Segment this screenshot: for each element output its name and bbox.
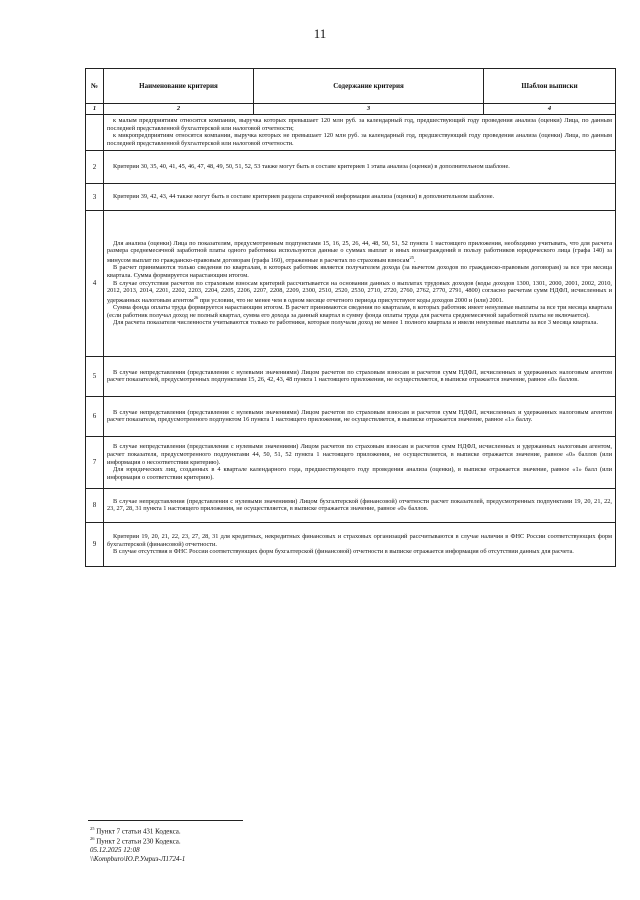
row-paragraph: Сумма фонда оплаты труда формируется нарастающим итогом. В расчет принимаются сведения по кварталам, в которых работник имеет ненулевые выплаты за все три месяца квартала (если работник получал доход не полный квартал, сумма его дохода за данный квартал в сумму фонда оплаты труда для расчета среднемесячной заработной платы не включается).: [107, 304, 612, 319]
row-paragraph: к микропредприятиям относятся компании, выручка которых не превышает 120 млн руб. за календарный год, предшествующий году проведения анализа (оценки) Лица, по данным последней представленной бухгалтерской или налоговой отчетности.: [107, 132, 612, 147]
footnote-divider: [88, 820, 243, 821]
header-criterion-content: Содержание критерия: [254, 69, 484, 104]
row-content: [104, 488, 616, 522]
row-paragraph: Для расчета показателя численности учитываются только те работники, которые получали доход не менее 1 полного квартала и имели ненулевые выплаты за все 3 месяца квартала.: [113, 319, 598, 327]
table-row: [86, 356, 616, 396]
row-number: 3: [86, 183, 104, 210]
row-paragraph: к малым предприятиям относятся компании, выручка которых превышает 120 млн руб. за календарный год, предшествующий году проведения анализа (оценки) Лица, по данным последней представленной бухгалтерской или налоговой отчетности;: [107, 117, 612, 132]
table-row: [86, 114, 616, 150]
footnote: [90, 836, 185, 846]
row-content: [104, 522, 616, 566]
footnote-ref: 26: [193, 294, 199, 300]
index-cell: 4: [484, 104, 616, 115]
print-datetime: 05.12.2025 12:08: [90, 846, 140, 855]
row-content: [104, 436, 616, 488]
row-paragraph: [107, 280, 612, 305]
page-number: 11: [313, 26, 327, 41]
footnote-ref: 25: [409, 254, 414, 260]
row-paragraph: В случае отсутствия в ФНС России соответствующих форм бухгалтерской (финансовой) отчетности в выписке отражается информация об отсутствии данных для расчета.: [113, 548, 574, 556]
row-paragraph: В случае непредставления (представления с нулевыми значениями) Лицом расчетов по страховым взносам и расчетов сумм НДФЛ, исчисленных и удержанных налоговым агентом расчет показателей, предусмотренных подпунктами 15, 26, 42, 43, 48 пункта 1 настоящего приложения, не осуществляется, в выписке отражается значение, равное «0» баллов.: [107, 368, 612, 384]
table-row: [86, 522, 616, 566]
table-index-row: [86, 104, 616, 115]
table-row: [86, 150, 616, 183]
header-number: №: [86, 69, 104, 104]
header-extract-template: Шаблон выписки: [484, 69, 616, 104]
row-paragraph: Критерии 19, 20, 21, 22, 23, 27, 28, 31 для кредитных, некредитных финансовых и страховых организаций рассчитываются в случае наличия в ФНС России соответствующих форм бухгалтерской (финансовой) отчетности.: [107, 532, 612, 548]
row-content: [104, 150, 616, 183]
table-header-row: [86, 69, 616, 104]
print-file-path: \\Kompburo\Ю.Р.Умриз-Л1724-1: [90, 854, 186, 863]
row-paragraph: Критерии 39, 42, 43, 44 также могут быть в составе критериев раздела справочной информации анализа (оценки) в дополнительном шаблоне.: [113, 193, 495, 201]
row-paragraph: Критерии 30, 35, 40, 41, 45, 46, 47, 48, 49, 50, 51, 52, 53 также могут быть в составе критериев 1 этапа анализа (оценки) в дополнительном шаблоне.: [113, 163, 510, 171]
row-paragraph: В расчет принимаются только сведения по кварталам, в которых работник является получателем дохода (за вычетом доходов по гражданско-правовым договорам) за все три месяца квартала. Сумма формируется нарастающим итогом.: [107, 264, 612, 279]
table-row: [86, 436, 616, 488]
footnote-mark: 26: [90, 836, 95, 842]
row-content: [104, 183, 616, 210]
row-paragraph: В случае непредставления (представления с нулевыми значениями) Лицом расчетов по страховым взносам и расчетов сумм НДФЛ, исчисленных и удержанных налоговым агентом расчет показателя, предусмотренного подпунктом 16 пункта 1 настоящего приложения, не осуществляется, в выписке отражается значение, равное «1» баллу.: [107, 408, 612, 424]
footnote-mark: 25: [90, 826, 95, 831]
row-content: [104, 396, 616, 436]
row-content: [104, 210, 616, 356]
table-row: [86, 183, 616, 210]
row-number: 9: [86, 522, 104, 566]
row-number: 2: [86, 150, 104, 183]
row-paragraph: В случае непредставления (представления с нулевыми значениями) Лицом бухгалтерской (финансовой) отчетности расчет показателей, предусмотренных подпунктами 19, 20, 21, 22, 23, 27, 28, 31 пункта 1 настоящего приложения, не осуществляется, в выписке отражается значение, равное «0» баллов.: [107, 497, 612, 513]
footnote-text: Пункт 7 статьи 431 Кодекса.: [96, 827, 181, 836]
row-paragraph-text: при условии, что не менее чем в одном месяце отчетного периода присутствуют коды доходов 2000 и (или) 2001.: [199, 296, 504, 304]
table-row: [86, 396, 616, 436]
row-number: 8: [86, 488, 104, 522]
index-cell: 3: [254, 104, 484, 115]
row-paragraph-text: В случае отсутствия расчетов по страховым взносам критерий рассчитывается на основании данных о выплатах трудовых доходов (коды доходов 1300, 1301, 2000, 2001, 2002, 2010, 2012, 2013, 2014, 2201, 2202, 2203, 2204, 2205, 2206, 2207, 2208, 2209, 2300, 2510, 2520, 2530, 2710, 2720, 2760, 2762, 2770, 2791, 4800) согласно расчетам сумм НДФЛ, исчисленных и удержанных налоговым агентом: [107, 279, 612, 304]
criteria-table: [85, 68, 616, 567]
index-cell: 1: [86, 104, 104, 115]
row-paragraph-text: Для анализа (оценки) Лица по показателям, предусмотренным подпунктами 15, 16, 25, 26, 44, 48, 50, 51, 52 пункта 1 настоящего приложения, необходимо учитывать, что для расчета размера среднемесячной заработной платы одного работника используются данные о суммах выплат и иных вознаграждений в пользу работников юридического лица (графа 140) за минусом выплат по гражданско-правовым договорам (графа 160), отраженные в расчетах по страховым взносам: [107, 239, 612, 264]
row-paragraph: Для анализа (оценки) Лица по показателям, предусмотренным подпунктами 15, 16, 25, 26, 44, 48, 50, 51, 52 пункта 1 настоящего приложения, необходимо учитывать, что для расчета размера среднемесячной заработной платы одного работника используются данные о суммах выплат и иных вознаграждений в пользу работников юридического лица (графа 140) за минусом выплат по гражданско-правовым договорам (графа 160), отраженные в расчетах по страховым взносам$^{25}$.: [107, 239, 612, 264]
table-row: [86, 210, 616, 356]
footnotes: [90, 826, 185, 864]
footnote-text: Пункт 2 статьи 230 Кодекса.: [96, 837, 181, 846]
row-number: 4: [86, 210, 104, 356]
row-paragraph: Для юридических лиц, созданных в 4 квартале календарного года, предшествующего году проведения анализа (оценки), в выписке отражается значение, равное «1» балл (или информация о соответствии критерию).: [107, 466, 612, 481]
row-number: [86, 114, 104, 150]
header-criterion-name: Наименование критерия: [104, 69, 254, 104]
row-number: 7: [86, 436, 104, 488]
footnote: [90, 826, 185, 836]
row-content: [104, 114, 616, 150]
row-number: 6: [86, 396, 104, 436]
row-number: 5: [86, 356, 104, 396]
row-paragraph: В случае непредставления (представления с нулевыми значениями) Лицом расчетов по страховым взносам и расчетов сумм НДФЛ, исчисленных и удержанных налоговым агентом, расчет показателя, предусмотренного подпунктами 44, 50, 51, 52 пункта 1 настоящего приложения, не осуществляется, в выписке отражается значение, равное «0» баллов (или информация о несоответствии критерию).: [107, 443, 612, 466]
row-content: [104, 356, 616, 396]
index-cell: 2: [104, 104, 254, 115]
table-row: [86, 488, 616, 522]
